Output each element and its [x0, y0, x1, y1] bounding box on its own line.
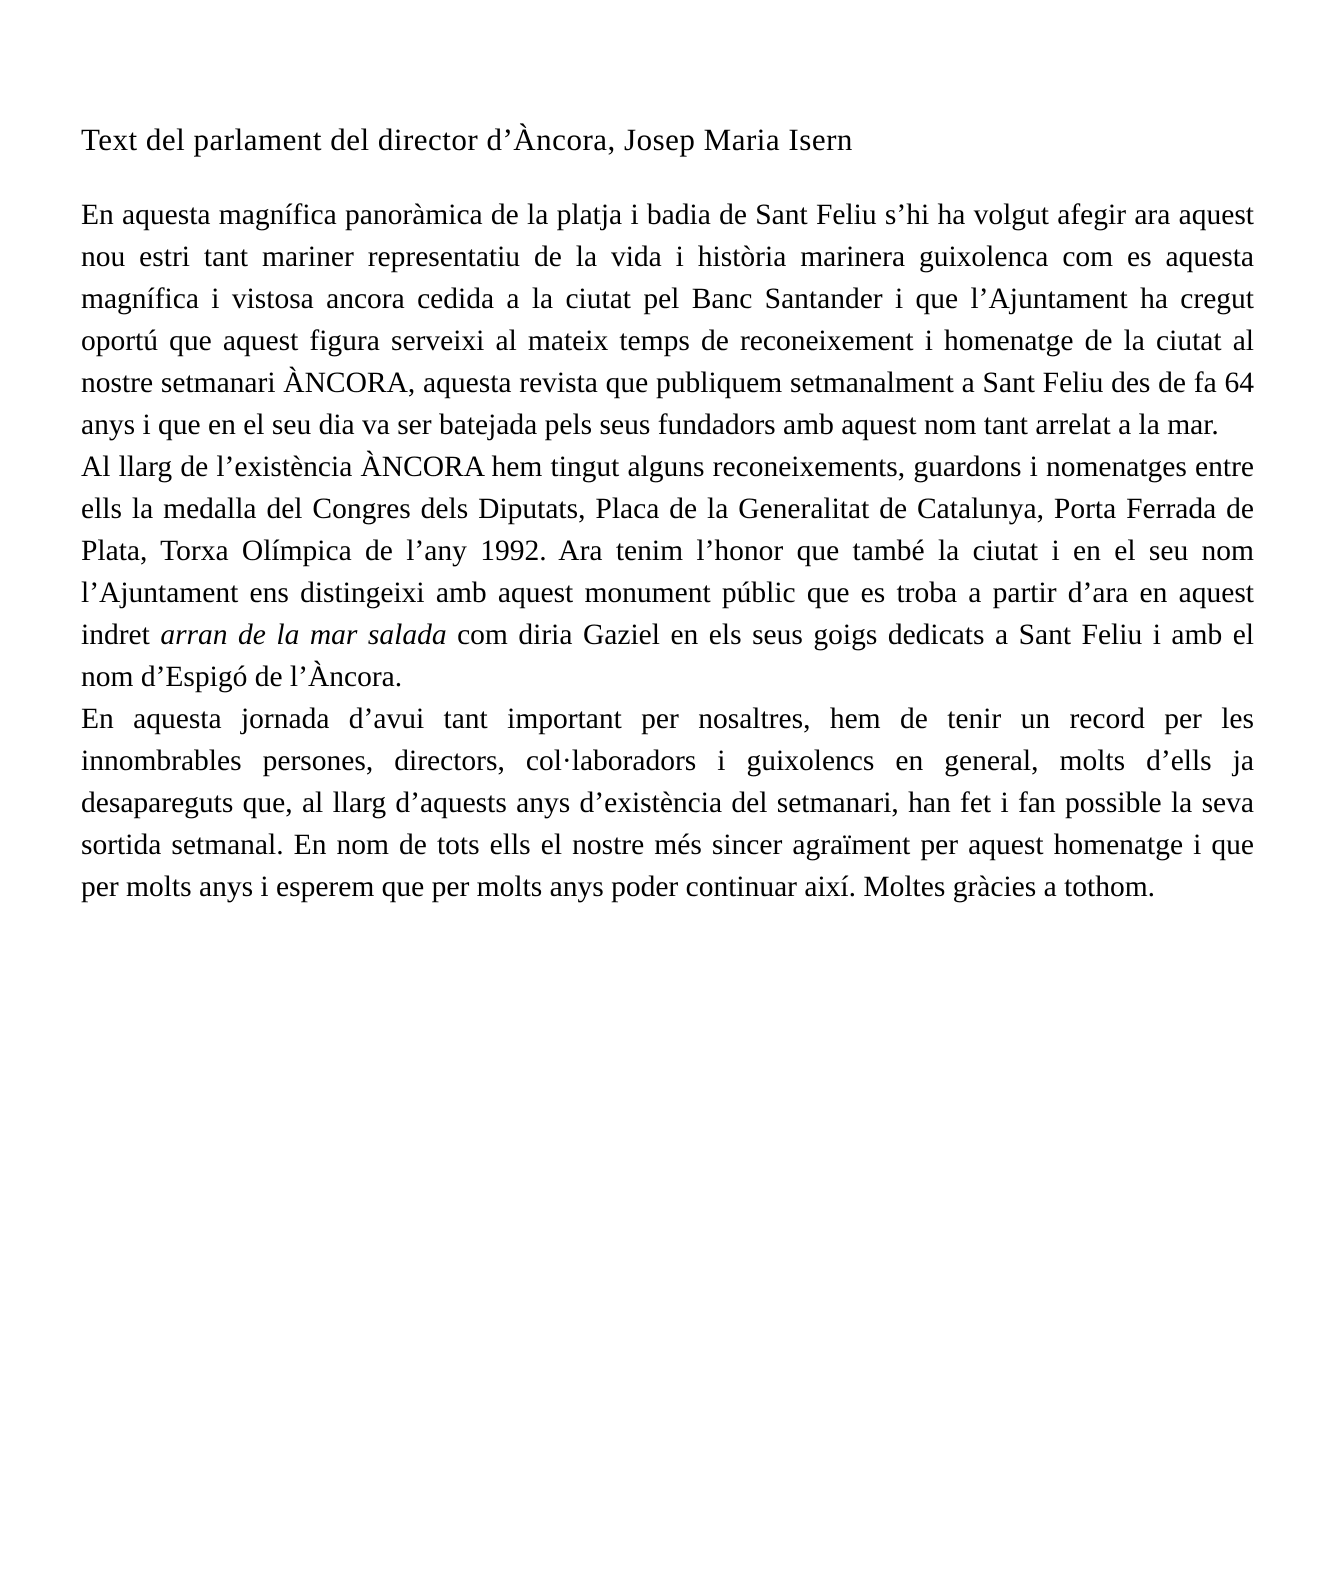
- paragraph-2-text-before-italic: Al llarg de l’existència ÀNCORA hem tingut alguns reconeixements, guardons i nomenatges entre ells la medalla del Congres dels Diputats, Placa de la Generalitat de Catalunya, Porta Ferrada de Plata, Torxa Olímpica de l’any 1992. Ara tenim l’honor que també la ciutat i en el seu nom l’Ajuntament ens distingeixi amb aquest monument públic que es troba a partir d’ara en aquest indret: [81, 451, 1254, 651]
- paragraph-2-text-after-italic: com diria Gaziel en els seus goigs dedicats a Sant Feliu i amb el nom d’Espigó de l’Àncora.: [81, 619, 1254, 693]
- document-body: [81, 194, 1254, 908]
- paragraph-2: [81, 446, 1254, 698]
- document-title: Text del parlament del director d’Àncora, Josep Maria Isern: [81, 122, 853, 157]
- paragraph-1: En aquesta magnífica panoràmica de la platja i badia de Sant Feliu s’hi ha volgut afegir ara aquest nou estri tant mariner representatiu de la vida i història marinera guixolenca com es aquesta magnífica i vistosa ancora cedida a la ciutat pel Banc Santander i que l’Ajuntament ha cregut oportú que aquest figura serveixi al mateix temps de reconeixement i homenatge de la ciutat al nostre setmanari ÀNCORA, aquesta revista que publiquem setmanalment a Sant Feliu des de fa 64 anys i que en el seu dia va ser batejada pels seus fundadors amb aquest nom tant arrelat a la mar.: [81, 199, 1254, 441]
- paragraph-2-italic-phrase: arran de la mar salada: [160, 619, 447, 651]
- paragraph-3: En aquesta jornada d’avui tant important per nosaltres, hem de tenir un record per les innombrables persones, directors, col·laboradors i guixolencs en general, molts d’ells ja desapareguts que, al llarg d’aquests anys d’existència del setmanari, han fet i fan possible la seva sortida setmanal. En nom de tots ells el nostre més sincer agraïment per aquest homenatge i que per molts anys i esperem que per molts anys poder continuar així. Moltes gràcies a tothom.: [81, 703, 1254, 903]
